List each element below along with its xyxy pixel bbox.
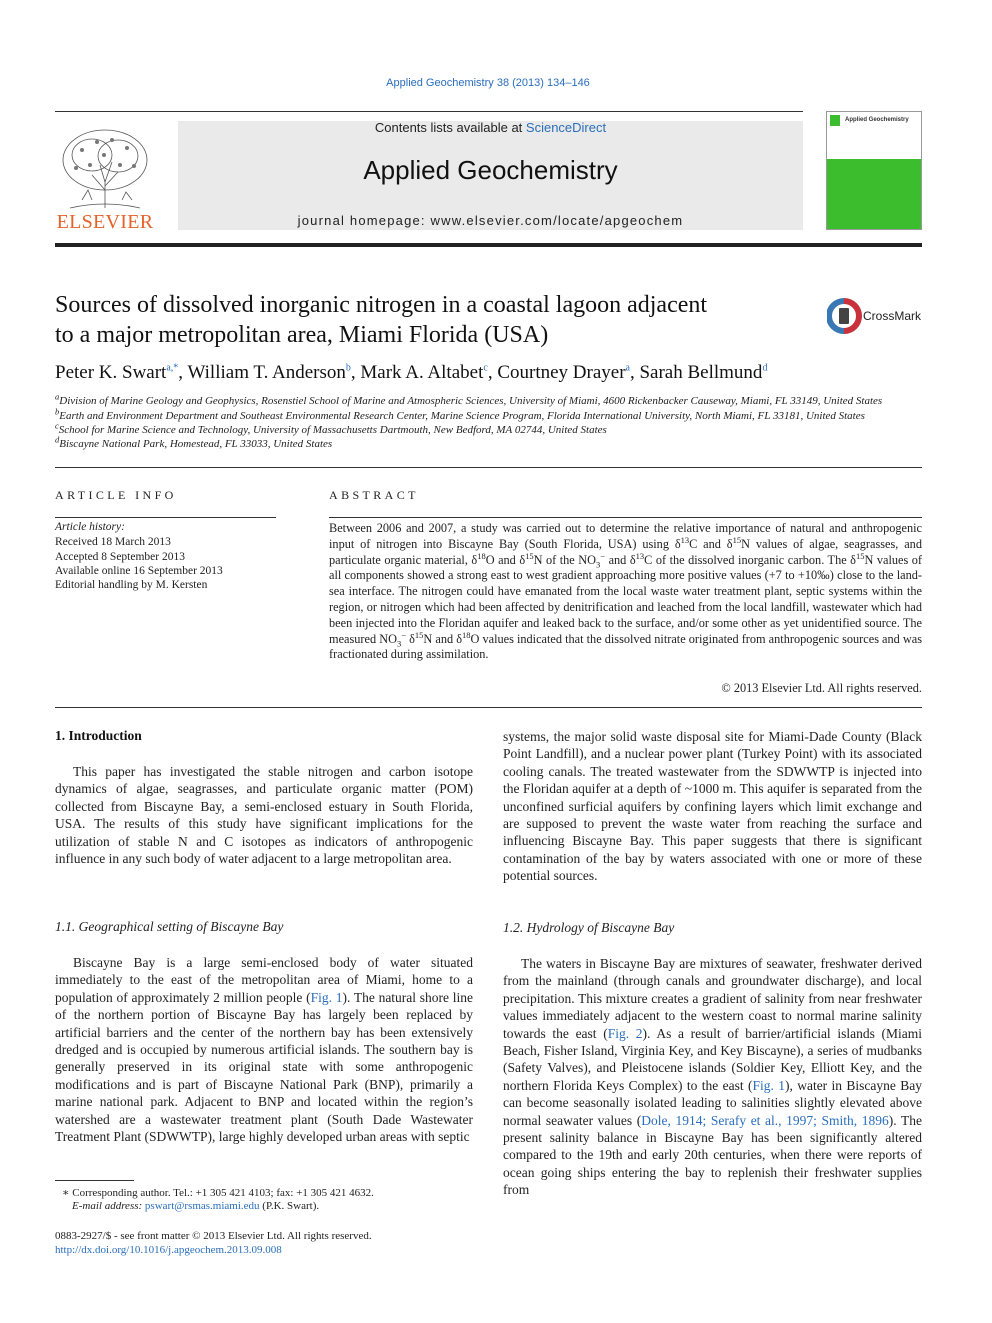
journal-title: Applied Geochemistry [363, 155, 618, 185]
author-marks[interactable]: c [483, 362, 488, 374]
abstract-heading: ABSTRACT [329, 488, 419, 502]
section-heading-introduction: 1. Introduction [55, 728, 142, 743]
author-list: Peter K. Swart$^{a,*}$, William T. Anderson$^b$, Mark A. Altabet$^c$, Courtney Drayer$^a$, Sarah Bellmund$^d$ [55, 362, 768, 383]
crossmark-label[interactable]: CrossMark [863, 309, 922, 323]
article-title: Sources of dissolved inorganic nitrogen in a coastal lagoon adjacent to a major metropolitan area, Miami Florida (USA) [55, 292, 708, 348]
header-thick-rule [55, 243, 922, 247]
received-date: Received 18 March 2013 [55, 536, 171, 548]
accepted-date: Accepted 8 September 2013 [55, 551, 185, 563]
affiliation-rule [55, 467, 922, 468]
article-info-rule [55, 517, 276, 518]
figure-ref-link[interactable]: Fig. 2 [607, 1025, 643, 1041]
author-marks[interactable]: a,* [166, 362, 179, 374]
author-name[interactable]: Sarah Bellmund [639, 362, 763, 383]
author-name[interactable]: Courtney Drayer [497, 362, 626, 383]
sciencedirect-link[interactable]: ScienceDirect [525, 120, 607, 135]
contents-prefix: Contents lists available at [374, 120, 526, 135]
doi-link[interactable]: http://dx.doi.org/10.1016/j.apgeochem.2013.09.008 [55, 1244, 282, 1256]
abstract-text: Between 2006 and 2007, a study was carried out to determine the relative importance of natural and anthropogenic input of nitrogen into Biscayne Bay (South Florida, USA) using $\delta^{13}C$ and $\delta^{15}N$ values of algae, seagrasses, and particulate organic material, $\delta^{18}O$ and $\delta^{15}N$ of the $NO_3^-$ and $\delta^{13}C$ of the dissolved inorganic carbon. The $\delta^{15}N$ values of all components showed a strong east to west gradient approaching more positive values (+7 to +10‰) close to the land-sea interface. The nitrogen could have emanated from the local waste water treatment plant, septic systems within the region, or nitrogen which had been affected by denitrification and leached from the local landfill, wastewater which had been injected into the Floridan aquifer and leaked back to the surface, and/or some other as yet unidentified source. The measured $NO_3^-$ $\delta^{15}N$ and $\delta^{18}O$ values indicated that the dissolved nitrate originated from anthropogenic sources and was fractionated during assimilation. [329, 521, 923, 662]
front-matter-note: 0883-2927/$ - see front matter © 2013 Elsevier Ltd. All rights reserved. [55, 1230, 372, 1242]
right-column-continuation: systems, the major solid waste disposal site for Miami-Dade County (Black Point Landfill), and a nuclear power plant (Turkey Point) with its associated cooling canals. The treated wastewater from the SDWWTP is injected into the Floridan aquifer at a depth of ~1000 m. This aquifer is separated from the unconfined surficial aquifers by confining layers which limit exchange and are supposed to prevent the waste water from reaching the surface and influencing Biscayne Bay. This paper suggests that there is significant contamination of the bay by waters associated with one or more of these potential sources. [503, 729, 922, 884]
article-info-heading: ARTICLE INFO [55, 488, 177, 502]
author-marks[interactable]: d [762, 362, 768, 374]
geography-paragraph: Biscayne Bay is a large semi-enclosed body of water situated immediately to the east of the metropolitan area of Miami, home to a population of approximately 2 million people (Fig. 1). The natural shore line of the northern portion of Biscayne Bay has largely been replaced by artificial barriers and the center of the northern bay has been extensively dredged and is occupied by numerous artificial islands. The southern bay is generally preserved in its original state with some anthropogenic modifications and is part of Biscayne National Park (BNP), primarily a marine national park. Adjacent to BNP and located within the region’s watershed are a wastewater treatment plant (South Dade Wastewater Treatment Plant (SDWWTP), large highly developed urban areas with septic [55, 955, 473, 1145]
subsection-heading-geography: 1.1. Geographical setting of Biscayne Bay [55, 919, 284, 934]
header-rule [55, 111, 803, 112]
editor-line: Editorial handling by M. Kersten [55, 579, 208, 591]
journal-homepage[interactable]: journal homepage: www.elsevier.com/locate/apgeochem [297, 213, 684, 228]
author-marks[interactable]: b [345, 362, 351, 374]
abstract-bottom-rule [55, 707, 922, 708]
online-date: Available online 16 September 2013 [55, 565, 223, 577]
journal-cover-image [826, 111, 922, 230]
subsection-heading-hydrology: 1.2. Hydrology of Biscayne Bay [503, 920, 675, 935]
affiliation-c: $^c$School for Marine Science and Technology, University of Massachusetts Dartmouth, New Bedford, MA 02744, United States [55, 420, 607, 436]
journal-citation[interactable]: Applied Geochemistry 38 (2013) 134–146 [386, 77, 590, 89]
hydrology-paragraph: The waters in Biscayne Bay are mixtures of seawater, freshwater derived from the mainland (through canals and groundwater discharge), and local precipitation. This mixture creates a gradient of salinity from near freshwater values immediately adjacent to the western coast to normal marine salinity towards the east (Fig. 2). As a result of barrier/artificial islands (Miami Beach, Fisher Island, Virginia Key, and Key Biscayne), a series of mudbanks (Safety Valves), and Pleistocene islands (Soldier Key, Elliott Key, and the northern Florida Keys Complex) to the east (Fig. 1), water in Biscayne Bay can become seasonally isolated leading to salinities slightly elevated above normal seawater values (Dole, 1914; Serafy et al., 1997; Smith, 1896). The present salinity balance in Biscayne Bay has been significantly altered compared to the 19th and early 20th centuries, when there were reports of ocean going ships entering the bay to replenish their freshwater supplies from [503, 956, 923, 1198]
corresponding-author-note: ∗ Corresponding author. Tel.: +1 305 421 4103; fax: +1 305 421 4632. [62, 1187, 374, 1199]
author-name[interactable]: William T. Anderson [187, 362, 346, 383]
publisher-name: ELSEVIER [56, 211, 154, 233]
figure-ref-link[interactable]: Fig. 1 [310, 989, 343, 1005]
author-marks[interactable]: a [625, 362, 630, 374]
footnote-rule [55, 1180, 134, 1181]
cover-logo-icon [830, 115, 840, 126]
intro-paragraph: This paper has investigated the stable nitrogen and carbon isotope dynamics of algae, seagrasses, and particulate organic matter (POM) collected from Biscayne Bay, a semi-enclosed estuary in South Florida, USA. The results of this study have significant implications for the utilization of stable N and C isotopes as indicators of anthropogenic influence in any such body of water adjacent to a large metropolitan area. [55, 764, 473, 867]
contents-line [178, 120, 803, 135]
affiliation-d: $^d$Biscayne National Park, Homestead, FL 33033, United States [55, 434, 333, 450]
author-name[interactable]: Mark A. Altabet [360, 362, 484, 383]
cover-title: Applied Geochemistry [845, 117, 909, 123]
email-link[interactable]: pswart@rsmas.miami.edu [144, 1200, 260, 1212]
figure-ref-link[interactable]: Fig. 1 [752, 1077, 785, 1093]
citation-ref-link[interactable]: Dole, 1914; Serafy et al., 1997; Smith, 1896 [641, 1112, 889, 1128]
affiliation-a: $^a$Division of Marine Geology and Geophysics, Rosenstiel School of Marine and Atmospheric Sciences, University of Miami, 4600 Rickenbacker Causeway, Miami, FL 33149, United States [55, 391, 883, 407]
email-note: E-mail address: pswart@rsmas.miami.edu (P.K. Swart). [72, 1200, 320, 1212]
abstract-copyright: © 2013 Elsevier Ltd. All rights reserved. [721, 681, 922, 695]
author-name[interactable]: Peter K. Swart [55, 362, 167, 383]
history-label: Article history: [55, 521, 125, 533]
affiliation-b: $^b$Earth and Environment Department and Southeast Environmental Research Center, Marine Science Program, Florida International University, North Miami, FL 33181, United States [55, 406, 865, 422]
abstract-rule [329, 517, 922, 518]
